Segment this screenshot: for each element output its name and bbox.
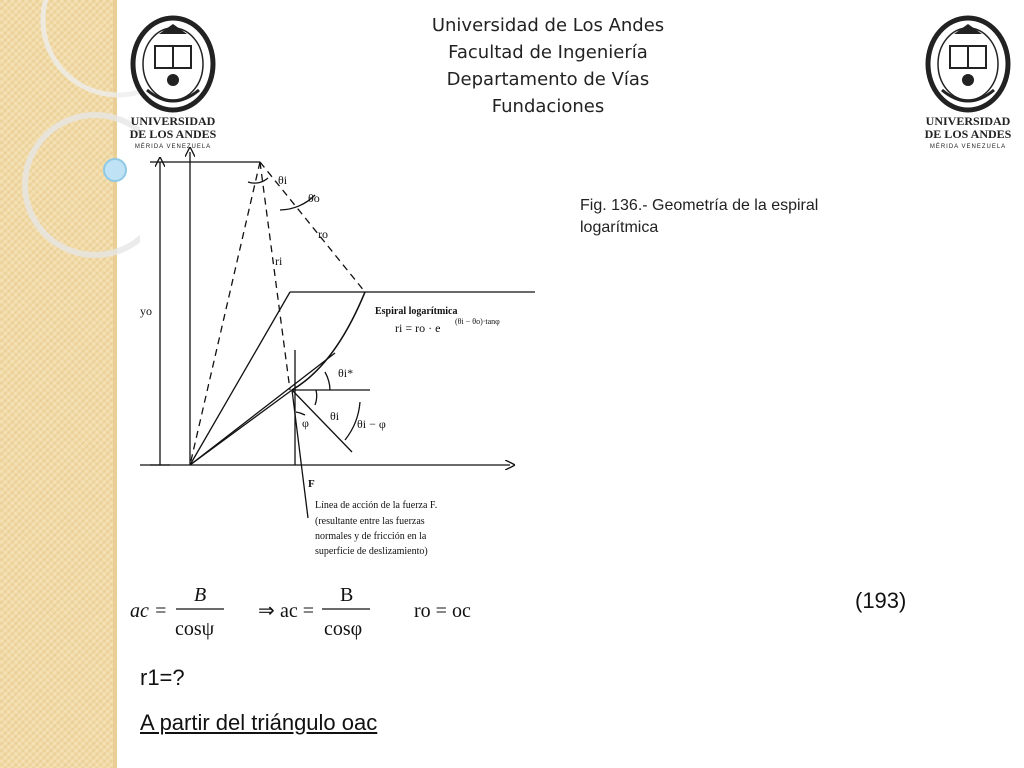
equation-193 [120, 575, 520, 645]
department-name: Departamento de Vías [446, 69, 650, 90]
eq2-numerator: B [340, 584, 354, 606]
eq1-numerator: B [194, 584, 207, 606]
label-force: F [308, 478, 315, 490]
spiral-geometry-figure [120, 140, 560, 580]
label-yo: yo [140, 304, 152, 318]
logo-line-3: MÉRIDA VENEZUELA [929, 144, 1007, 150]
label-theta-o: θo [308, 191, 320, 205]
logo-line-3: MÉRIDA VENEZUELA [134, 144, 212, 150]
eq2-lhs: ac = [280, 600, 315, 622]
decorative-circles [0, 0, 140, 300]
label-theta-i-star: θi* [338, 366, 354, 380]
logo-line-1: UNIVERSIDAD [925, 114, 1011, 128]
label-spiral-formula: ri = ro · e [395, 321, 441, 335]
log-spiral-curve [292, 292, 365, 390]
faculty-name: Facultad de Ingeniería [448, 42, 648, 63]
force-desc-2: (resultante entre las fuerzas [315, 516, 425, 527]
label-ri: ri [275, 254, 283, 268]
triangle-text: A partir del triángulo oac [140, 710, 378, 735]
eq2-denominator: cosφ [324, 618, 363, 640]
logo-line-2: DE LOS ANDES [129, 127, 217, 141]
force-desc-1: Línea de acción de la fuerza F. [315, 500, 438, 511]
label-spiral-exponent: (θi − θo)·tanφ [455, 317, 500, 326]
equation-number: (193) [855, 588, 907, 613]
force-desc-3: normales y de fricción en la [315, 531, 427, 542]
slide-header [300, 12, 796, 120]
label-ro: ro [318, 227, 328, 241]
eq3: ro = oc [414, 600, 471, 622]
logo-emblem-icon [928, 18, 1008, 110]
logo-emblem-icon [133, 18, 213, 110]
eq1-denominator: cosψ [175, 618, 215, 640]
r1-question: r1=? [140, 665, 185, 690]
course-name: Fundaciones [491, 96, 605, 117]
figure-caption: Fig. 136.- Geometría de la espiral logarítmica [580, 197, 819, 236]
label-theta-i-mid: θi [330, 409, 340, 423]
logo-line-2: DE LOS ANDES [924, 127, 1012, 141]
university-logo-right [920, 12, 1016, 152]
label-spiral-title: Espiral logarítmica [375, 306, 458, 317]
logo-line-1: UNIVERSIDAD [130, 114, 216, 128]
label-theta-i-top: θi [278, 173, 288, 187]
university-name: Universidad de Los Andes [431, 15, 665, 36]
force-desc-4: superficie de deslizamiento) [315, 546, 428, 557]
university-logo-left [125, 12, 221, 152]
implies-symbol: ⇒ [258, 600, 275, 622]
eq1-lhs: ac = [130, 600, 168, 622]
ri-radius [260, 162, 290, 390]
label-theta-i-minus-phi: θi − φ [357, 417, 386, 431]
ro-radius [260, 162, 365, 292]
label-phi: φ [302, 416, 309, 430]
